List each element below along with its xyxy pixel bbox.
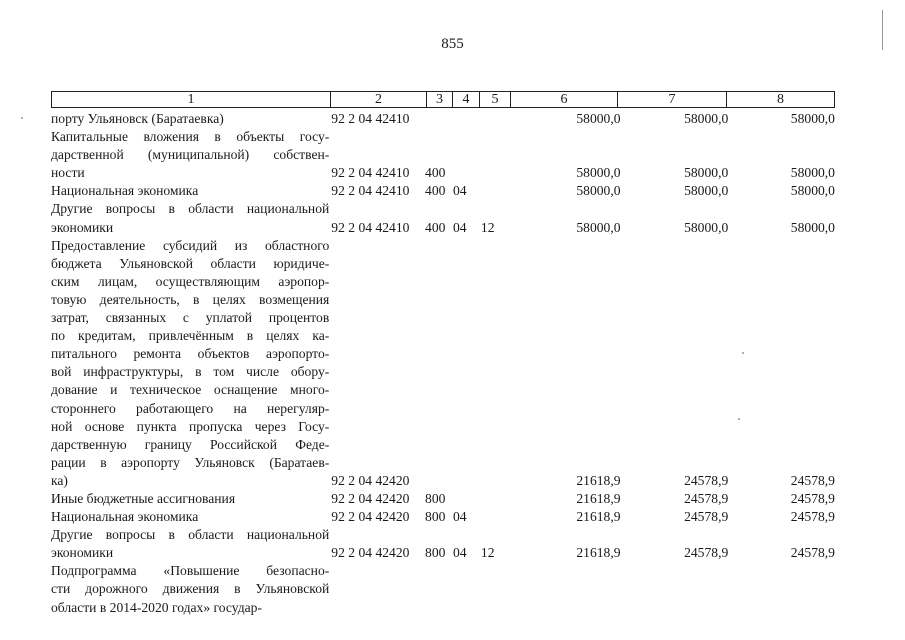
row-code: 92 2 04 42420	[331, 545, 410, 561]
row-col-4: 04	[452, 183, 467, 199]
row-code: 92 2 04 42420	[331, 490, 410, 506]
table-row	[51, 128, 835, 182]
table-body	[51, 110, 835, 617]
row-col-3: 800	[425, 545, 446, 561]
row-code: 92 2 04 42410	[331, 165, 410, 181]
row-value-6: 21618,9	[576, 490, 621, 506]
row-name-line: Подпрограмма «Повышение безопасно-	[51, 563, 330, 579]
table-row	[51, 182, 835, 200]
row-value-7: 24578,9	[684, 472, 729, 488]
row-name	[51, 128, 329, 182]
row-value-6: 58000,0	[576, 219, 621, 235]
row-name-line: питального ремонта объектов аэропорто-	[51, 346, 330, 362]
row-value-8: 58000,0	[790, 183, 835, 199]
row-col-5: 12	[480, 545, 495, 561]
row-name	[51, 508, 329, 526]
row-name-line: дование и техническое оснащение много-	[51, 382, 330, 398]
row-value-7: 58000,0	[684, 165, 729, 181]
row-name-line: Национальная экономика	[51, 509, 199, 525]
row-col-4: 04	[452, 219, 467, 235]
page-number: 855	[441, 36, 464, 52]
row-name	[51, 526, 329, 562]
row-code: 92 2 04 42410	[331, 219, 410, 235]
row-col-4: 04	[452, 509, 467, 525]
row-col-5: 12	[480, 219, 495, 235]
row-value-8: 58000,0	[790, 165, 835, 181]
table-row	[51, 562, 835, 616]
header-col-7: 7	[618, 92, 727, 107]
row-name-line: экономики	[51, 545, 114, 561]
row-name-line: по кредитам, привлечённым в целях ка-	[51, 328, 330, 344]
row-value-7: 24578,9	[684, 490, 729, 506]
row-name-line: дарственную границу Российской Феде-	[51, 436, 330, 452]
row-name	[51, 110, 329, 128]
header-col-1: 1	[52, 92, 331, 107]
row-name-line: экономики	[51, 219, 114, 235]
row-value-8: 58000,0	[790, 219, 835, 235]
row-value-6: 58000,0	[576, 183, 621, 199]
row-value-7: 58000,0	[684, 111, 729, 126]
row-value-7: 58000,0	[684, 219, 729, 235]
row-name-line: Другие вопросы в области национальной	[51, 201, 330, 217]
header-col-6: 6	[511, 92, 618, 107]
row-name-line: области в 2014-2020 годах» государ-	[51, 599, 262, 615]
row-value-6: 21618,9	[576, 545, 621, 561]
row-value-7: 24578,9	[684, 509, 729, 525]
table-header	[51, 91, 835, 108]
scan-speck	[21, 117, 23, 119]
scan-speck	[742, 352, 744, 354]
row-name	[51, 562, 329, 616]
row-name-line: дарственной (муниципальной) собствен-	[51, 147, 330, 163]
row-value-8: 24578,9	[790, 490, 835, 506]
row-col-3: 400	[425, 183, 446, 199]
row-col-3: 800	[425, 509, 446, 525]
row-code: 92 2 04 42410	[331, 111, 410, 126]
row-name-line: ности	[51, 165, 85, 181]
row-value-8: 58000,0	[790, 111, 835, 126]
table-row	[51, 237, 835, 490]
row-col-3: 400	[425, 165, 446, 181]
row-col-3: 800	[425, 490, 446, 506]
scan-speck	[738, 418, 740, 420]
header-col-3: 3	[427, 92, 453, 107]
row-name-line: ной основе пункта пропуска через Госу-	[51, 418, 330, 434]
row-name-line: сти дорожного движения в Ульяновской	[51, 581, 330, 597]
row-name-line: Другие вопросы в области национальной	[51, 527, 330, 543]
row-value-6: 58000,0	[576, 111, 621, 126]
row-value-7: 24578,9	[684, 545, 729, 561]
header-col-2: 2	[331, 92, 427, 107]
table-row	[51, 200, 835, 236]
table-row	[51, 490, 835, 508]
scan-edge-mark	[882, 10, 883, 50]
row-name-line: Национальная экономика	[51, 183, 199, 199]
row-name-line: вой инфраструктуры, в том числе обору-	[51, 364, 330, 380]
row-name-line: порту Ульяновск (Баратаевка)	[51, 111, 224, 126]
row-name-line: стороннего работающего на нерегуляр-	[51, 400, 330, 416]
table-row	[51, 526, 835, 562]
row-value-6: 58000,0	[576, 165, 621, 181]
row-col-4: 04	[452, 545, 467, 561]
table-row	[51, 508, 835, 526]
row-value-6: 21618,9	[576, 472, 621, 488]
table-row	[51, 110, 835, 128]
header-col-4: 4	[453, 92, 480, 107]
row-name-line: бюджета Ульяновской области юридиче-	[51, 255, 330, 271]
row-name-line: Капитальные вложения в объекты госу-	[51, 129, 330, 145]
header-col-8: 8	[777, 92, 784, 107]
row-code: 92 2 04 42420	[331, 509, 410, 525]
row-name-line: рации в аэропорту Ульяновск (Баратаев-	[51, 454, 330, 470]
row-value-8: 24578,9	[790, 545, 835, 561]
row-col-3: 400	[425, 219, 446, 235]
row-value-8: 24578,9	[790, 472, 835, 488]
row-name-line: ка)	[51, 472, 68, 488]
row-name	[51, 182, 329, 200]
row-value-6: 21618,9	[576, 509, 621, 525]
header-col-5: 5	[480, 92, 511, 107]
row-name	[51, 490, 329, 508]
row-code: 92 2 04 42420	[331, 472, 410, 488]
row-name-line: затрат, связанных с уплатой процентов	[51, 310, 330, 326]
row-name	[51, 237, 329, 490]
row-name	[51, 200, 329, 236]
row-code: 92 2 04 42410	[331, 183, 410, 199]
row-name-line: Иные бюджетные ассигнования	[51, 490, 236, 506]
row-value-8: 24578,9	[790, 509, 835, 525]
row-name-line: Предоставление субсидий из областного	[51, 237, 330, 253]
row-name-line: ским лицам, осуществляющим аэропор-	[51, 273, 330, 289]
row-name-line: товую деятельность, в целях возмещения	[51, 291, 330, 307]
row-value-7: 58000,0	[684, 183, 729, 199]
